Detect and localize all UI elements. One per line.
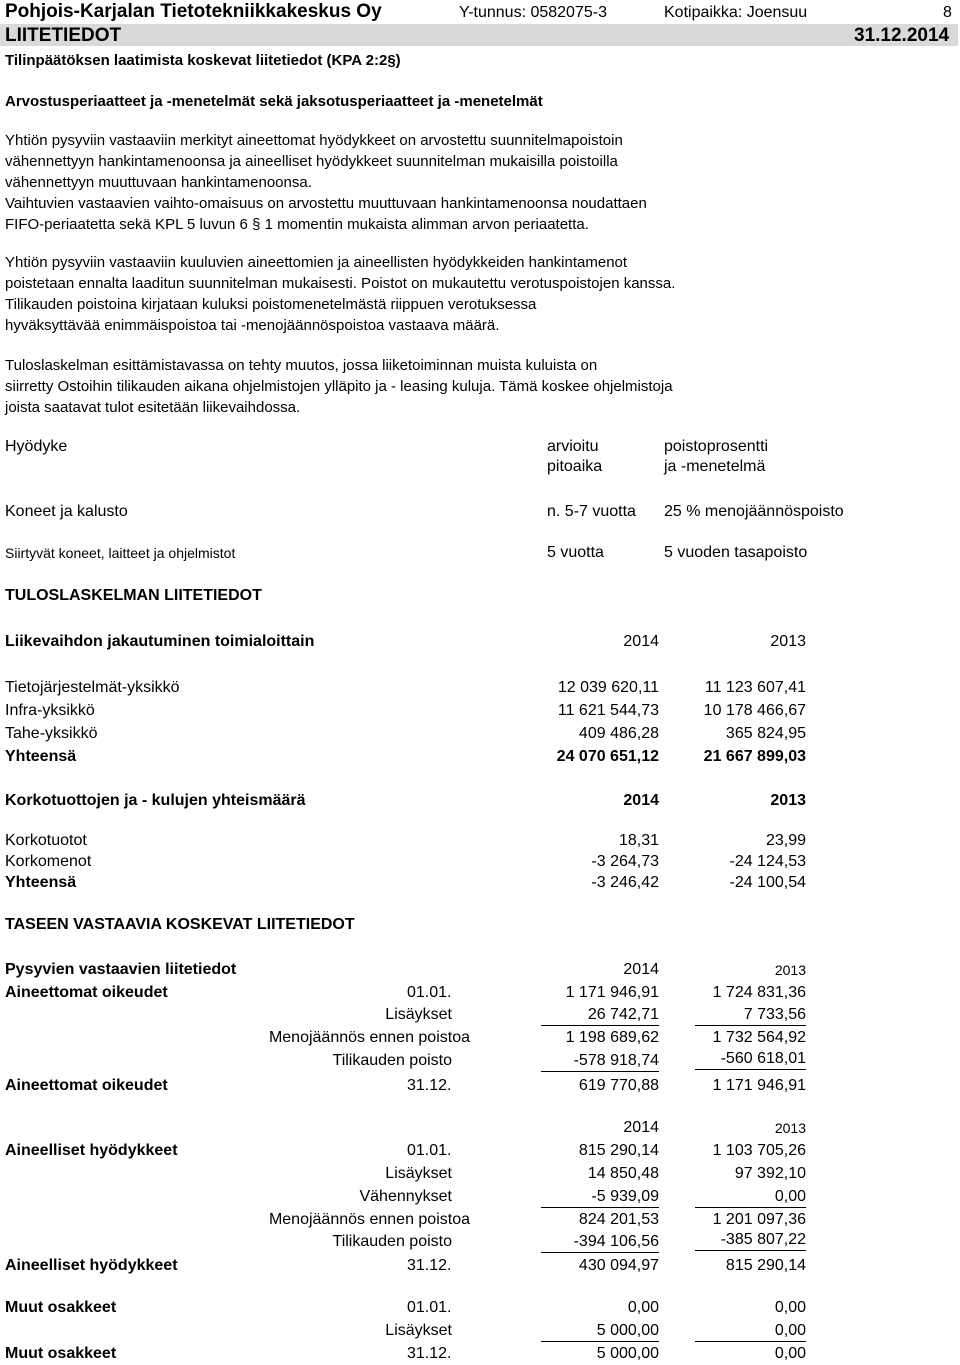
tangible-decreases-label: Vähennykset bbox=[359, 1188, 452, 1205]
revenue-total-value: 24 070 651,12 bbox=[556, 748, 659, 765]
shares-open-date: 01.01. bbox=[407, 1299, 452, 1316]
intangible-close-value: 1 171 946,91 bbox=[712, 1077, 806, 1094]
shares-open-value: 0,00 bbox=[627, 1299, 659, 1316]
depr-col-rate-1: poistoprosentti bbox=[664, 438, 769, 455]
shares-close-value: 0,00 bbox=[774, 1345, 806, 1362]
intangible-close-date: 31.12. bbox=[407, 1077, 452, 1094]
section-title: LIITETIEDOT bbox=[5, 25, 122, 46]
intangible-open-value: 1 171 946,91 bbox=[565, 984, 659, 1001]
tangible-decreases-value: -5 939,09 bbox=[591, 1188, 659, 1205]
intangible-depreciation-value: -578 918,74 bbox=[573, 1052, 659, 1069]
subtotal-underline bbox=[541, 1252, 659, 1253]
subtotal-underline bbox=[695, 1069, 806, 1070]
tangible-close-value: 430 094,97 bbox=[578, 1257, 659, 1274]
revenue-year-current: 2014 bbox=[623, 633, 659, 650]
interest-row-value: -3 264,73 bbox=[591, 853, 659, 870]
subtotal-underline bbox=[541, 1025, 659, 1026]
interest-total-value: -3 246,42 bbox=[591, 874, 659, 891]
intangible-remainder-value: 1 198 689,62 bbox=[565, 1029, 659, 1046]
shares-additions-value: 5 000,00 bbox=[596, 1322, 659, 1339]
depr-row-method: 5 vuoden tasapoisto bbox=[664, 544, 808, 561]
subtotal-underline bbox=[541, 1071, 659, 1072]
interest-row-label: Korkotuotot bbox=[5, 832, 87, 849]
depr-col-life-2: pitoaika bbox=[547, 458, 603, 475]
tangible-additions-label: Lisäykset bbox=[385, 1165, 452, 1182]
company-name: Pohjois-Karjalan Tietotekniikkakeskus Oy bbox=[5, 1, 382, 22]
tangible-close-date: 31.12. bbox=[407, 1257, 452, 1274]
tangible-depreciation-value: -394 106,56 bbox=[573, 1233, 659, 1250]
interest-year-current: 2014 bbox=[623, 792, 659, 809]
intangible-open-value: 1 724 831,36 bbox=[712, 984, 806, 1001]
revenue-row-value: 12 039 620,11 bbox=[557, 679, 659, 696]
intangible-additions-value: 7 733,56 bbox=[743, 1006, 806, 1023]
intangible-close-value: 619 770,88 bbox=[578, 1077, 659, 1094]
interest-row-value: 18,31 bbox=[618, 832, 659, 849]
subtotal-underline bbox=[541, 1207, 659, 1208]
depr-row-asset: Siirtyvät koneet, laitteet ja ohjelmistot bbox=[5, 545, 236, 561]
page-number: 8 bbox=[943, 4, 952, 21]
income-heading: TULOSLASKELMAN LIITETIEDOT bbox=[5, 587, 262, 604]
tangible-remainder-value: 824 201,53 bbox=[578, 1211, 659, 1228]
shares-open-label: Muut osakkeet bbox=[5, 1299, 117, 1316]
revenue-row-value: 409 486,28 bbox=[578, 725, 659, 742]
revenue-row-value: 10 178 466,67 bbox=[703, 702, 806, 719]
fixed-assets-year-previous: 2013 bbox=[774, 962, 806, 978]
interest-row-value: 23,99 bbox=[765, 832, 806, 849]
depr-row-life: 5 vuotta bbox=[547, 544, 604, 561]
revenue-total-value: 21 667 899,03 bbox=[703, 748, 806, 765]
intangible-remainder-label: Menojäännös ennen poistoa bbox=[268, 1029, 470, 1046]
subtotal-underline bbox=[695, 1207, 806, 1208]
tangible-additions-value: 14 850,48 bbox=[587, 1165, 659, 1182]
shares-open-value: 0,00 bbox=[774, 1299, 806, 1316]
intangible-depreciation-label: Tilikauden poisto bbox=[332, 1052, 452, 1069]
revenue-title: Liikevaihdon jakautuminen toimialoittain bbox=[5, 633, 315, 650]
interest-row-label: Korkomenot bbox=[5, 853, 92, 870]
interest-total-value: -24 100,54 bbox=[729, 874, 806, 891]
revenue-row-label: Infra-yksikkö bbox=[5, 702, 95, 719]
revenue-row-label: Tahe-yksikkö bbox=[5, 725, 98, 742]
revenue-row-value: 11 621 544,73 bbox=[557, 702, 659, 719]
interest-title: Korkotuottojen ja - kulujen yhteismäärä bbox=[5, 792, 306, 809]
tangible-year-current: 2014 bbox=[623, 1119, 659, 1136]
tangible-open-date: 01.01. bbox=[407, 1142, 452, 1159]
shares-close-label: Muut osakkeet bbox=[5, 1345, 117, 1362]
interest-total-label: Yhteensä bbox=[5, 874, 77, 891]
fixed-assets-title: Pysyvien vastaavien liitetiedot bbox=[5, 961, 237, 978]
subtitle: Tilinpäätöksen laatimista koskevat liitetiedot (KPA 2:2§) bbox=[5, 52, 401, 69]
revenue-total-label: Yhteensä bbox=[5, 748, 77, 765]
interest-row-value: -24 124,53 bbox=[729, 853, 806, 870]
tangible-close-value: 815 290,14 bbox=[725, 1257, 806, 1274]
paragraph-presentation-change: Tuloslaskelman esittämistavassa on tehty muutos, jossa liiketoiminnan muista kuluista on siirretty Ostoihin tilikauden aikana ohjelmistojen ylläpito ja - leasing kuluja. Tämä koskee ohjelmistoja joista saatavat tulot esitetään liikevaihdossa. bbox=[5, 357, 673, 416]
fixed-assets-year-current: 2014 bbox=[623, 961, 659, 978]
section-band bbox=[0, 24, 958, 46]
revenue-row-value: 365 824,95 bbox=[725, 725, 806, 742]
shares-additions-value: 0,00 bbox=[774, 1322, 806, 1339]
tangible-year-previous: 2013 bbox=[774, 1120, 806, 1136]
tangible-remainder-label: Menojäännös ennen poistoa bbox=[268, 1211, 470, 1228]
interest-year-previous: 2013 bbox=[770, 792, 806, 809]
intangible-open-date: 01.01. bbox=[407, 984, 452, 1001]
revenue-row-label: Tietojärjestelmät-yksikkö bbox=[5, 679, 180, 696]
tangible-decreases-value: 0,00 bbox=[774, 1188, 806, 1205]
tangible-additions-value: 97 392,10 bbox=[734, 1165, 806, 1182]
subtotal-underline bbox=[695, 1250, 806, 1251]
report-date: 31.12.2014 bbox=[854, 25, 950, 46]
depr-col-asset: Hyödyke bbox=[5, 438, 68, 455]
revenue-row-value: 11 123 607,41 bbox=[704, 679, 806, 696]
subtotal-underline bbox=[541, 1341, 659, 1342]
shares-close-date: 31.12. bbox=[407, 1345, 452, 1362]
depr-col-rate-2: ja -menetelmä bbox=[664, 458, 766, 475]
depr-row-method: 25 % menojäännöspoisto bbox=[664, 503, 844, 520]
intangible-close-label: Aineettomat oikeudet bbox=[5, 1077, 168, 1094]
subtotal-underline bbox=[695, 1025, 806, 1026]
shares-additions-label: Lisäykset bbox=[385, 1322, 452, 1339]
tangible-open-value: 815 290,14 bbox=[578, 1142, 659, 1159]
depr-col-life-1: arvioitu bbox=[547, 438, 599, 455]
revenue-year-previous: 2013 bbox=[770, 633, 806, 650]
tangible-open-value: 1 103 705,26 bbox=[712, 1142, 806, 1159]
subtotal-underline bbox=[695, 1341, 806, 1342]
intangible-additions-value: 26 742,71 bbox=[587, 1006, 659, 1023]
methods-heading: Arvostusperiaatteet ja -menetelmät sekä jaksotusperiaatteet ja -menetelmät bbox=[5, 93, 543, 110]
paragraph-valuation: Yhtiön pysyviin vastaaviin merkityt aineettomat hyödykkeet on arvostettu suunnitelmapoistoin vähennettyyn hankintamenoonsa ja aineelliset hyödykkeet suunnitelman mukaisilla poistoilla vähennettyyn muuttuvaan hankintamenoonsa. Vaihtuvien vastaavien vaihto-omaisuus on arvostettu muuttuvaan hankintamenoonsa noudattaen FIFO-periaatetta sekä KPL 5 luvun 6 § 1 momentin mukaista alimman arvon periaatetta. bbox=[5, 132, 647, 233]
shares-close-value: 5 000,00 bbox=[596, 1345, 659, 1362]
depr-row-life: n. 5-7 vuotta bbox=[547, 503, 636, 520]
intangible-remainder-value: 1 732 564,92 bbox=[712, 1029, 806, 1046]
depr-row-asset: Koneet ja kalusto bbox=[5, 503, 128, 520]
business-id: Y-tunnus: 0582075-3 bbox=[459, 4, 607, 21]
tangible-open-label: Aineelliset hyödykkeet bbox=[5, 1142, 178, 1159]
intangible-additions-label: Lisäykset bbox=[385, 1006, 452, 1023]
intangible-depreciation-value: -560 618,01 bbox=[720, 1050, 806, 1067]
tangible-remainder-value: 1 201 097,36 bbox=[712, 1211, 806, 1228]
tangible-depreciation-label: Tilikauden poisto bbox=[332, 1233, 452, 1250]
domicile: Kotipaikka: Joensuu bbox=[664, 4, 808, 21]
intangible-open-label: Aineettomat oikeudet bbox=[5, 984, 168, 1001]
tangible-depreciation-value: -385 807,22 bbox=[720, 1231, 806, 1248]
tangible-close-label: Aineelliset hyödykkeet bbox=[5, 1257, 178, 1274]
balance-heading: TASEEN VASTAAVIA KOSKEVAT LIITETIEDOT bbox=[5, 916, 355, 933]
paragraph-depreciation: Yhtiön pysyviin vastaaviin kuuluvien aineettomien ja aineellisten hyödykkeiden hankintamenot poistetaan ennalta laaditun suunnitelman mukaisesti. Poistot on mukautettu verotuspoistojen kanssa. Tilikauden poistoina kirjataan kuluksi poistomenetelmästä riippuen verotuksessa hyväksyttävää enimmäispoistoa tai -menojäännöspoistoa vastaava määrä. bbox=[5, 254, 676, 334]
